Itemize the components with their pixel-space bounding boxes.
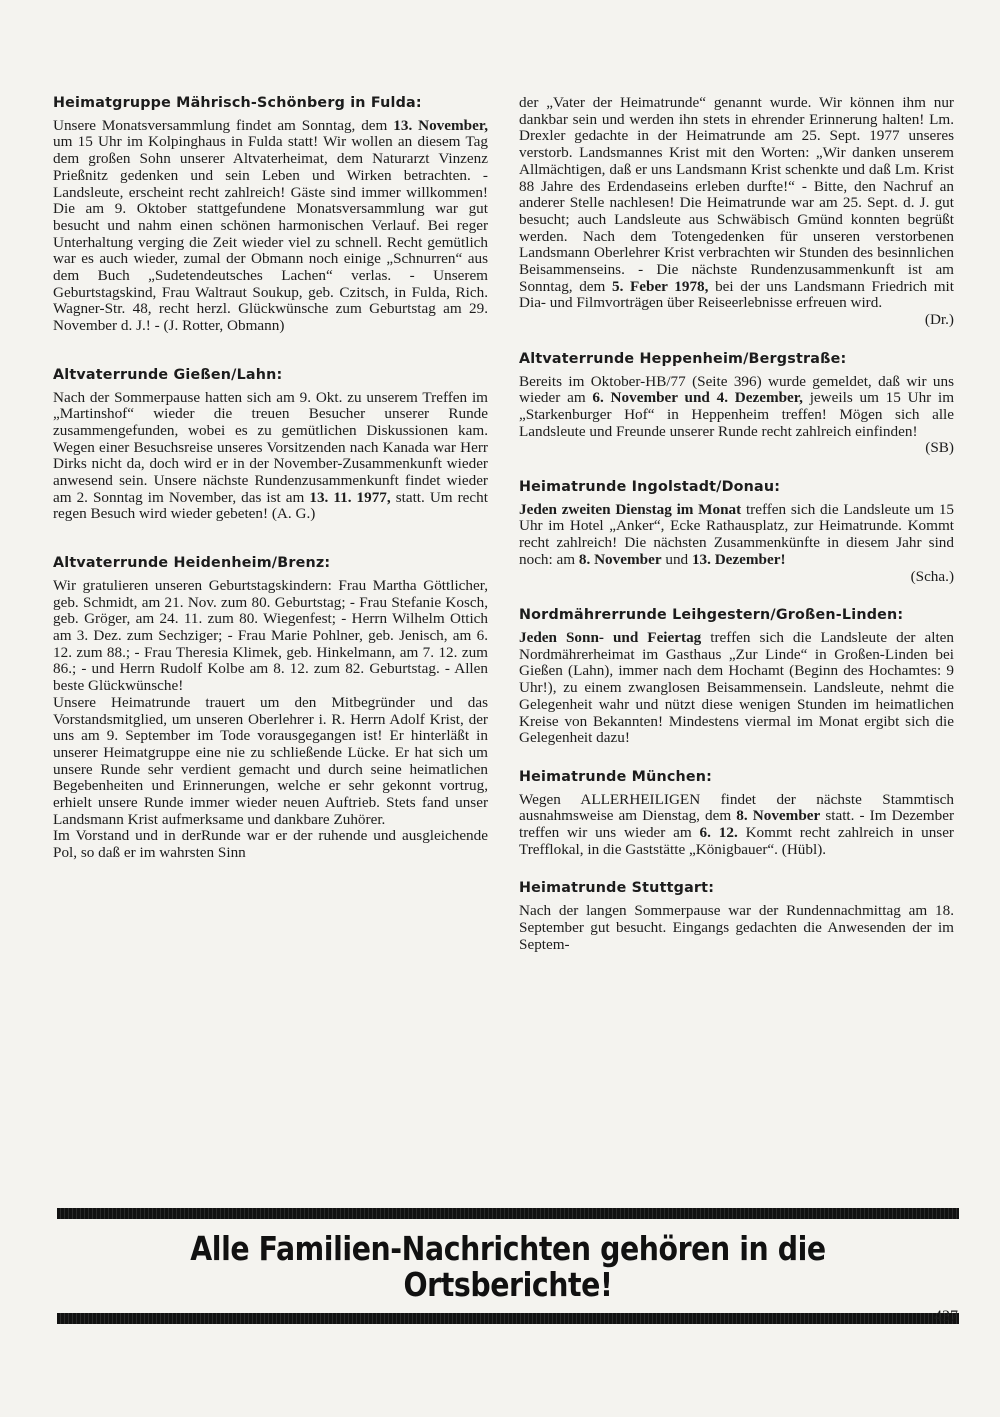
article-body: Jeden Sonn- und Feiertag treffen sich die Landsleute der alten Nordmährerheimat im Gasthaus „Zur Linde“ in Großen-Linden bei Gießen (Lahn), immer nach dem Hochamt (Beginn des Hochamtes: 9 Uhr!), zu einem zwanglosen Beisammensein. Landsleute, nehmt die Gelegenheit wahr und nützt diese wenigen Stunden im heimatlichen Kreise von Bekannten! Mindestens viermal im Monat ergibt sich die Gelegenheit dazu! [519,628,955,747]
article-body: Nach der Sommerpause hatten sich am 9. Okt. zu unserem Treffen im „Martinshof“ wieder die treuen Besucher unserer Runde zusammengefunden, wobei es zu gemütlichen Diskussionen kam. Wegen einer Besuchsreise unseres Vorsitzenden nach Kanada war Herr Dirks nicht da, doch wird er in der November-Zusammenkunft wieder anwesend sein. Unsere nächste Rundenzusammenkunft findet wieder am 2. Sonntag im November, das ist am 13. 11. 1977, statt. Um recht regen Besuch wird wieder gebeten! (A. G.) [53,388,488,523]
page-number: 437 [934,1308,958,1325]
article-heading: Altvaterrunde Heidenheim/Brenz: [53,555,331,572]
article-left-2 [53,555,488,862]
article-heading: Heimatrunde Stuttgart: [519,880,715,897]
emphasis-text: 6. 12. [699,824,738,842]
article-right-5 [519,880,954,953]
banner-bar-bottom [57,1313,959,1324]
emphasis-text: 13. November, [393,116,488,134]
emphasis-text: 8. November [578,550,662,568]
left-column [53,95,488,894]
article-signature: (Dr.) [924,311,954,329]
article-body: Unsere Monatsversammlung findet am Sonntag, dem 13. November, um 15 Uhr im Kolpinghaus in Fulda statt! Wir wollen an diesem Tag dem großen Sohn unserer Altvaterheimat, dem Naturarzt Vinzenz Prießnitz gedenken und sein Leben und Wirken betrachten. - Landsleute, erscheint recht zahlreich! Gäste sind immer willkommen! Die am 9. Oktober stattgefundene Monatsversammlung war gut besucht und nahm einen schönen harmonischen Verlauf. Bei reger Unterhaltung verging die Zeit wieder viel zu schnell. Recht gemütlich war es auch wieder, zumal der Obmann noch einige „Schnurren“ aus dem Buch „Sudetendeutsches Lachen“ verlas. - Unserem Geburtstagskind, Frau Waltraut Soukup, geb. Czitsch, in Fulda, Rich. Wagner-Str. 48, recht herzl. Glückwünsche zum Geburtstag am 29. November d. J.! - (J. Rotter, Obmann) [53,116,488,335]
article-body: Wir gratulieren unseren Geburtstagskindern: Frau Martha Göttlicher, geb. Schmidt, am 21. Nov. zum 80. Geburtstag; - Frau Stefanie Kosch, geb. Gröger, am 24. 11. zum 80. Wiegenfest; - Herrn Wilhelm Ottich am 3. Dez. zum Sechziger; - Frau Marie Pohlner, geb. Jenisch, am 6. 12. zum 88.; - Frau Theresia Klimek, geb. Hinkelmann, am 7. 12. zum 86.; - und Herrn Rudolf Kolbe am 8. 12. zum 82. Geburtstag. - Allen beste Glückwünsche! Unsere Heimatrunde trauert um den Mitbegründer und das Vorstandsmitglied, um unseren Oberlehrer i. R. Herrn Adolf Krist, der uns am 9. September im Tode vorausgegangen ist! Er hinterläßt in unserer Heimatgruppe eine nie zu schließende Lücke. Er hat sich um unsere Runde sehr verdient gemacht und durch seine heimatlichen Begebenheiten und Erinnerungen, welche er sehr gekonnt vortrug, erhielt unsere Runde immer wieder neuen Auftrieb. Stets fand unser Landsmann Krist aufmerksame und dankbare Zuhörer. Im Vorstand und in derRunde war er der ruhende und ausgleichende Pol, so daß er im wahrsten Sinn [53,576,488,862]
emphasis-text: 8. November [736,807,821,825]
banner-bar-top [57,1208,959,1219]
article-right-1 [519,351,954,457]
article-heading: Altvaterrunde Gießen/Lahn: [53,366,283,383]
article-body: Wegen ALLERHEILIGEN findet der nächste Stammtisch ausnahmsweise am Dienstag, dem 8. November statt. - Im Dezember treffen wir uns wieder am 6. 12. Kommt recht zahlreich in unser Trefflokal, in die Gaststätte „Königbauer“. (Hübl). [519,790,955,858]
article-signature: (Scha.) [910,567,954,585]
article-right-4 [519,769,954,859]
emphasis-text: 5. Feber 1978, [611,277,709,295]
emphasis-text: Jeden Sonn- und Feiertag [519,628,702,646]
article-heading: Heimatgruppe Mährisch-Schönberg in Fulda: [53,95,422,111]
article-left-1 [53,367,488,523]
article-body: der „Vater der Heimatrunde“ genannt wurde. Wir können ihm nur dankbar sein und werden ihn stets in ehrender Erinnerung halten! Lm. Drexler gedachte in der Heimatrunde am 25. Sept. 1977 unseres verstorb. Landsmannes Krist mit den Worten: „Wir danken unserem Allmächtigen, daß er uns Landsmann Krist schenkte und daß Lm. Krist 88 Jahre des Erdendaseins erleben durfte!“ - Bitte, den Nachruf an anderer Stelle nachlesen! Die Heimatrunde war am 25. Sept. d. J. gut besucht; auch Landsleute aus Schwäbisch Gmünd konnten begrüßt werden. Nach dem Totengedenken für unseren verstorbenen Landsmann Oberlehrer Krist verbrachten wir Stunden des besinnlichen Beisammenseins. - Die nächste Rundenzusammenkunft ist am Sonntag, dem 5. Feber 1978, bei der uns Landsmann Friedrich mit Dia- und Filmvorträgen über Reiseerlebnisse erfreuen wird. (Dr.) [519,94,954,329]
banner-text: Alle Familien-Nachrichten gehören in die Ortsberichte! [190,1229,826,1304]
article-right-2 [519,479,954,585]
article-right-0 [519,95,954,329]
emphasis-text: 13. Dezember! [691,550,786,568]
emphasis-text: 13. 11. 1977, [309,488,391,506]
article-heading: Nordmährerrunde Leihgestern/Großen-Linden: [519,607,904,624]
emphasis-text: 6. November und 4. Dezember, [592,389,803,407]
article-heading: Heimatrunde München: [519,768,713,785]
emphasis-text: Jeden zweiten Dienstag im Monat [519,500,742,518]
right-column [519,95,954,975]
article-heading: Heimatrunde Ingolstadt/Donau: [519,479,781,496]
article-body: Nach der langen Sommerpause war der Rundennachmittag am 18. September gut besucht. Eingangs gedachten die Anwesenden der im Septem- [519,902,954,953]
notice-banner [57,1208,959,1324]
article-body: Jeden zweiten Dienstag im Monat treffen sich die Landsleute um 15 Uhr im Hotel „Anker“, Ecke Rathausplatz, zur Heimatrunde. Kommt recht zahlreich! Die nächsten Zusammenkünfte in diesem Jahr sind noch: am 8. November und 13. Dezember! (Scha.) [519,500,955,585]
article-body: Bereits im Oktober-HB/77 (Seite 396) wurde gemeldet, daß wir uns wieder am 6. November und 4. Dezember, jeweils um 15 Uhr im „Starkenburger Hof“ in Heppenheim treffen! Mögen sich alle Landsleute und Freunde unserer Runde recht zahlreich einfinden! (SB) [519,372,955,457]
article-heading: Altvaterrunde Heppenheim/Bergstraße: [519,350,847,367]
article-signature: (SB) [925,439,954,457]
article-left-0 [53,95,488,335]
article-right-3 [519,607,954,747]
